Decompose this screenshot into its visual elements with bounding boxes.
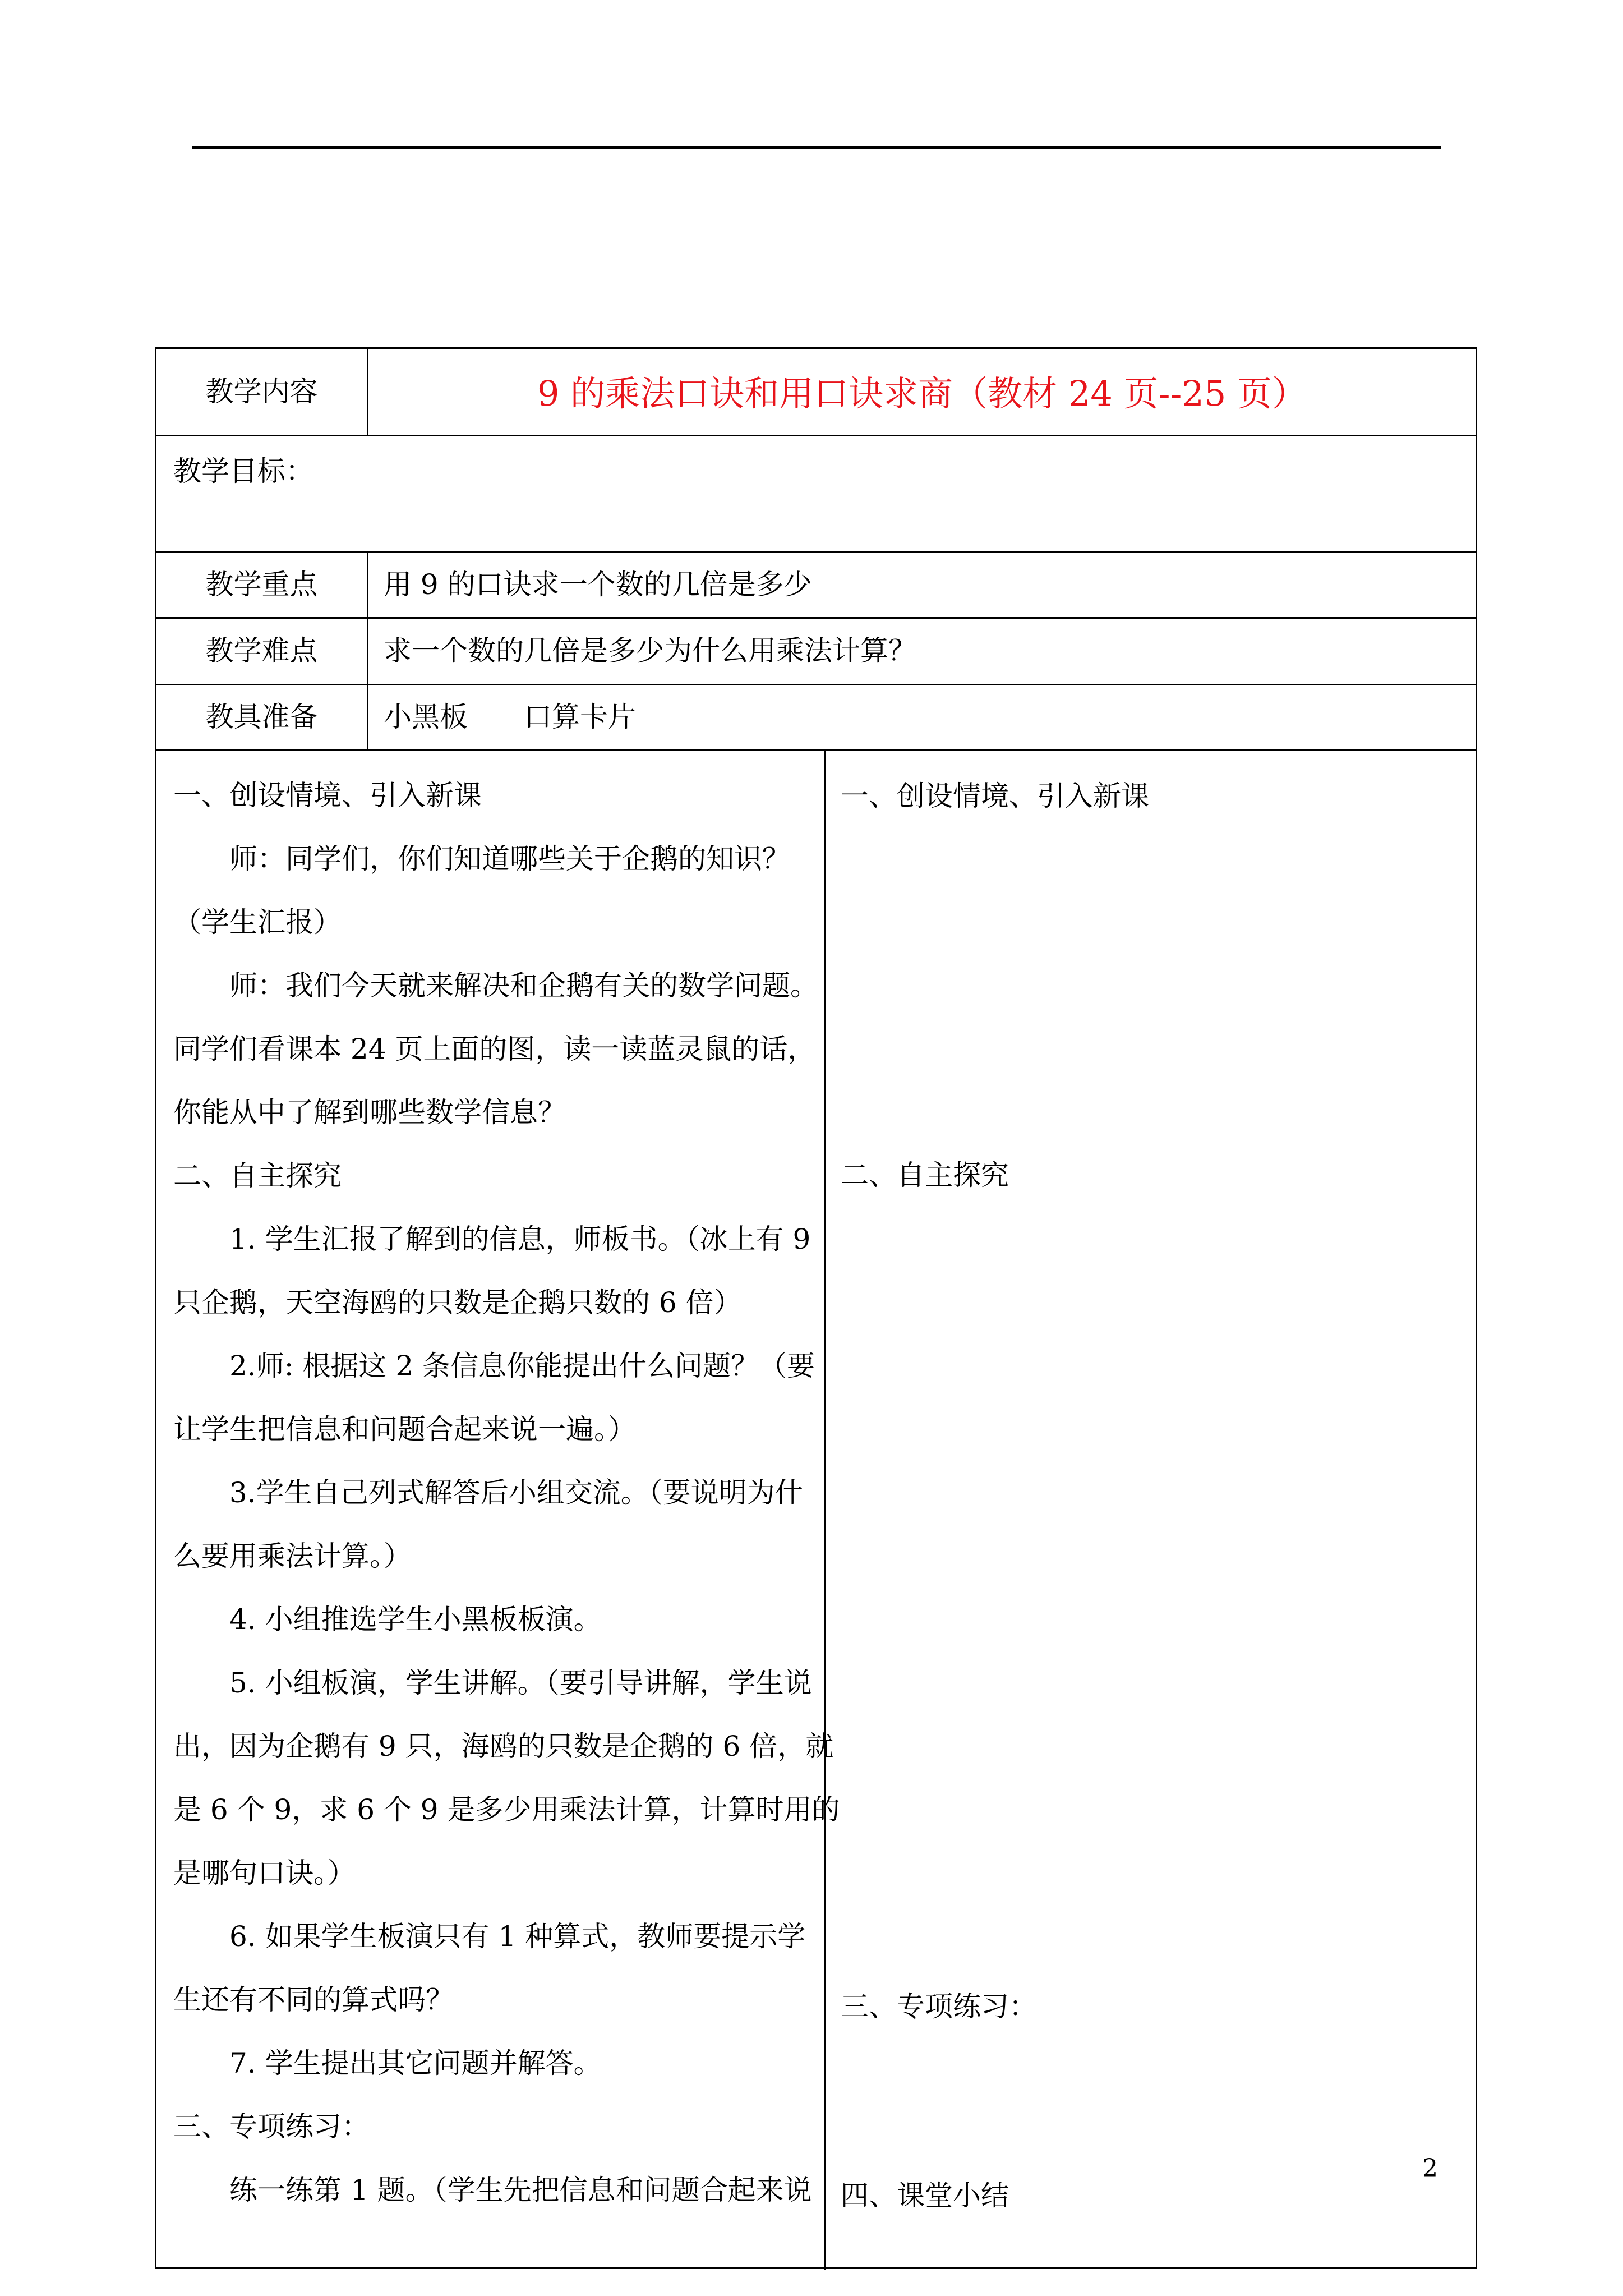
section-heading: 一、创设情境、引入新课 [173,779,482,812]
section-heading: 三、专项练习： [173,2110,370,2143]
lesson-plan-table [155,347,1477,2269]
process-line: 3.学生自己列式解答后小组交流。（要说明为什 [229,1476,803,1509]
teaching-process [173,764,840,2222]
process-line: 6. 如果学生板演只有 1 种算式，教师要提示学 [229,1920,806,1953]
content-label: 教学内容 [205,375,318,408]
process-line: 出，因为企鹅有 9 只，海鸥的只数是企鹅的 6 倍，就 [173,1730,834,1763]
section-heading: 二、自主探究 [173,1159,342,1192]
process-line: 1. 学生汇报了解到的信息，师板书。（冰上有 9 [229,1223,811,1255]
tools-label: 教具准备 [205,701,318,733]
row-divider [156,684,1476,685]
process-line: 是哪句口诀。） [173,1857,356,1889]
page-number: 2 [1422,2154,1438,2183]
process-line: 4. 小组推选学生小黑板板演。 [229,1603,602,1636]
page-title: 9 的乘法口诀和用口诀求商（教材 24 页--25 页） [537,373,1307,414]
process-line: 同学们看课本 24 页上面的图，读一读蓝灵鼠的话， [173,1033,816,1065]
row-divider [156,749,1476,751]
process-line: 让学生把信息和问题合起来说一遍。） [173,1413,636,1446]
label-column-divider [367,551,368,749]
difficulty-value: 求一个数的几倍是多少为什么用乘法计算？ [384,634,916,667]
difficulty-label: 教学难点 [205,634,318,667]
process-line: 你能从中了解到哪些数学信息？ [173,1096,566,1129]
right-section-heading: 一、创设情境、引入新课 [841,780,1149,812]
process-line: 生还有不同的算式吗？ [173,1984,454,2016]
process-line: 5. 小组板演，学生讲解。（要引导讲解，学生说 [229,1667,812,1699]
process-line: 师：我们今天就来解决和企鹅有关的数学问题。 [229,969,818,1002]
right-section-heading: 三、专项练习： [841,1990,1037,2023]
process-line: 是 6 个 9，求 6 个 9 是多少用乘法计算，计算时用的 [173,1793,840,1826]
key-point-value: 用 9 的口诀求一个数的几倍是多少 [384,568,812,601]
right-section-heading: 二、自主探究 [841,1159,1009,1191]
process-line: 么要用乘法计算。） [173,1540,412,1572]
process-line: 练一练第 1 题。（学生先把信息和问题合起来说 [229,2174,812,2206]
header-rule [192,146,1441,149]
row-divider [156,617,1476,619]
process-line: （学生汇报） [173,906,342,938]
process-column-divider [824,749,826,2270]
row-divider [156,435,1476,436]
process-line: 只企鹅，天空海鸥的只数是企鹅只数的 6 倍） [173,1286,742,1319]
process-line: 2.师: 根据这 2 条信息你能提出什么问题？（要 [229,1350,815,1382]
key-point-label: 教学重点 [205,568,318,601]
tools-value: 小黑板 口算卡片 [384,701,636,733]
row-divider [156,551,1476,553]
right-section-heading: 四、课堂小结 [841,2179,1009,2212]
process-line: 师：同学们，你们知道哪些关于企鹅的知识？ [229,843,790,875]
goals-label: 教学目标： [173,455,313,487]
process-line: 7. 学生提出其它问题并解答。 [229,2047,602,2079]
